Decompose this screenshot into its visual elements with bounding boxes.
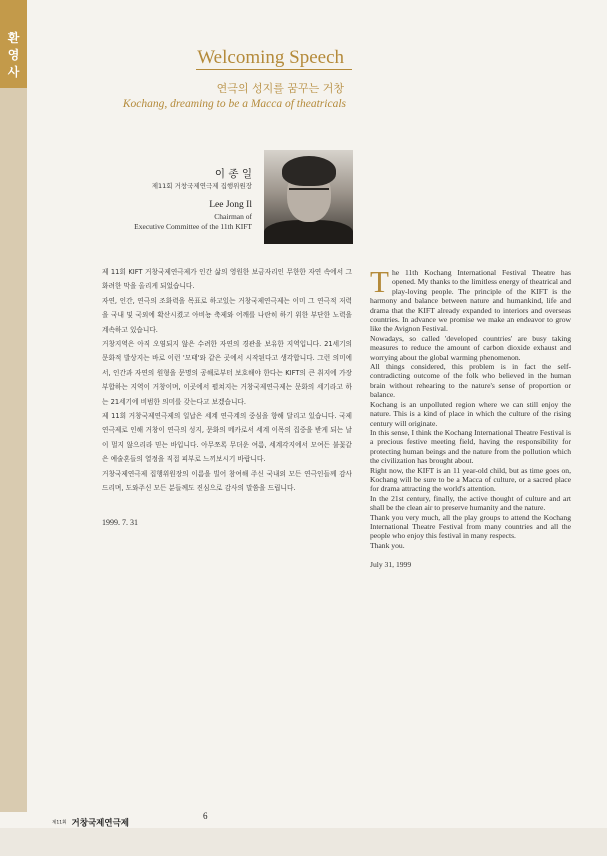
author-photo xyxy=(264,150,353,244)
english-paragraph-text: he 11th Kochang International Festival Theatre has opened. My thanks to the limitless energy of theatrical and play-loving people. The principle of the KIFT is the harmony and balance between nature and humankind, life and drama that the KIFT already expanded to interiors and overseas countries. In advance we promise we make an endeavor to grow like the Avignon Festival. xyxy=(370,268,571,334)
author-name-english: Lee Jong Il xyxy=(209,200,252,210)
side-tab-label xyxy=(0,30,27,81)
korean-paragraph: 거창국제연극제 집행위원장의 이름을 빌어 참여해 주신 국내외 모든 연극인들께 감사드리며, 도와주신 모든 분들께도 진심으로 감사의 말씀을 드립니다. xyxy=(102,469,352,493)
korean-paragraph: 자연, 인간, 연극의 조화력을 목표로 하고있는 거창국제연극제는 이미 그 연극적 저력을 국내 및 국외에 확산시켰고 아비뇽 축제와 어깨를 나란히 하기 위한 부단한 노력을 계속하고 있습니다. xyxy=(102,296,352,334)
english-column xyxy=(370,264,571,570)
photo-shoulders xyxy=(264,220,353,244)
side-tab-char: 환 xyxy=(7,31,20,45)
author-title-korean: 제11회 거창국제연극제 집행위원장 xyxy=(151,182,252,190)
author-title-line: Executive Committee of the 11th KIFT xyxy=(134,221,252,231)
english-paragraph: In this sense, I think the Kochang International Theatre Festival is a precious festive meeting field, having the responsibility for protecting human beings and the nature from the pollution which the civilization has brought about. xyxy=(370,427,571,466)
page-subtitle: Kochang, dreaming to be a Macca of theatricals xyxy=(122,98,346,110)
photo-hair xyxy=(282,156,336,186)
english-paragraph: Right now, the KIFT is an 11 year-old child, but as time goes on, Kochang will be sure to be a Macca of culture, or a sacred place for drama attracting the world's attention. xyxy=(370,465,571,494)
drop-cap: T xyxy=(370,264,389,299)
footer-festival-name: 거창국제연극제 xyxy=(71,818,129,829)
title-underline xyxy=(196,69,352,70)
korean-paragraph: 제 11회 KIFT 거창국제연극제가 인간 삶의 영원한 보금자리인 무한한 자연 속에서 그 화려한 막을 올리게 되었습니다. xyxy=(102,268,352,291)
page-title-korean: 연극의 성지를 꿈꾸는 거창 xyxy=(216,82,344,95)
english-date: July 31, 1999 xyxy=(370,560,412,570)
korean-paragraph: 제 11회 거창국제연극제의 일납은 세계 연극계의 중심을 향해 달리고 있습니다. 국제 연극제로 인해 거창이 연극의 성지, 문화의 메카로서 세계 이목의 집중을 받게 되는 날이 멀지 않으리라 믿는 바입니다. 아무쪼록 무더운 여름, 세계각지에서 모여든 불꽃같은 예술혼들의 열정을 직접 피부로 느끼보시기 바랍니다. xyxy=(102,412,352,464)
english-paragraph: All things considered, this problem is in fact the self-contradicting outcome of the folk who believed in the human brain without rehearing to the nature's sense of proportion or balance. xyxy=(370,362,571,400)
side-tab xyxy=(0,0,27,812)
korean-paragraph: 거창지역은 아직 오염되지 않은 수려한 자연의 경관을 보유한 지역입니다. 21세기의 문화적 발상지는 바로 이런 '모태'와 같은 곳에서 시작된다고 생각합니다. 그런 의미에서, 인간과 자연의 원형을 문명의 공해로부터 보호해야 한다는 KIFT의 큰 취지에 가장 부합하는 지역이 거창이며, 이곳에서 펼쳐지는 거창국제연극제는 문화의 세기라고 하는 21세기에 비범한 의미를 갖는다고 보겠습니다. xyxy=(102,340,352,406)
author-name-korean: 이 종 일 xyxy=(214,168,252,180)
korean-date: 1999. 7. 31 xyxy=(102,517,138,527)
english-paragraph: Kochang is an unpolluted region where we can still enjoy the nature. This is a kind of place in which the culture of the rising century will originate. xyxy=(370,399,571,428)
bottom-band xyxy=(0,828,607,856)
page-number: 6 xyxy=(203,811,208,821)
english-paragraph xyxy=(370,264,571,334)
english-paragraph: Nowadays, so called 'developed countries' are busy taking measures to reduce the amount of carbon dioxide exhaust and worrying about the global warming phenomenon. xyxy=(370,333,571,362)
author-title-line: Chairman of xyxy=(214,212,252,221)
page-title: Welcoming Speech xyxy=(197,47,344,68)
side-tab-char: 영 xyxy=(7,48,20,62)
english-paragraph: Thank you. xyxy=(370,540,405,550)
footer-edition: 제11회 xyxy=(52,820,67,826)
english-paragraph: Thank you very much, all the play groups to attend the Kochang International Theatre Festival from many countries and all the people who enjoy this festival in many respects. xyxy=(370,512,571,541)
author-title-english xyxy=(60,212,252,231)
photo-glasses xyxy=(289,188,329,200)
english-paragraph: In the 21st century, finally, the active thought of culture and art shall be the clean air to preserve humanity and the nature. xyxy=(370,493,571,513)
footer-logo xyxy=(52,812,129,831)
korean-column xyxy=(102,265,352,530)
side-tab-char: 사 xyxy=(7,65,20,79)
